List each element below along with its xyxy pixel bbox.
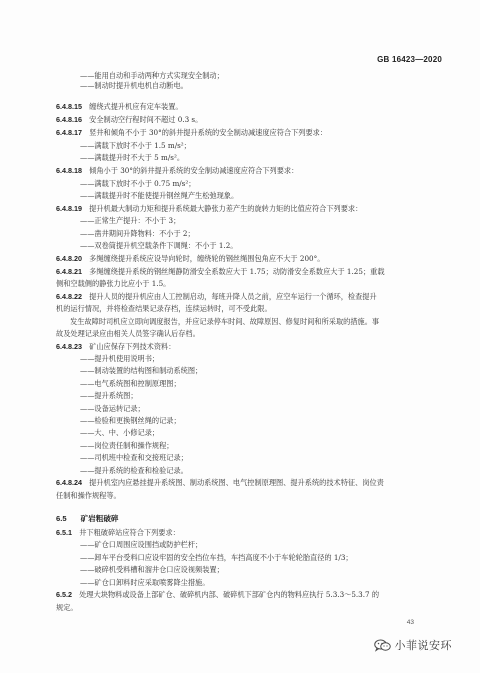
text-line: 侧和空载侧的静张力比应小于 1.5。	[56, 279, 171, 288]
list-item: ——司机班中检查和交接班记录；	[80, 453, 188, 462]
clause-number: 6.4.8.20	[56, 254, 82, 263]
list-item: ——双卷筒提升机空载条件下调绳：不小于 1.2。	[80, 241, 238, 250]
watermark-text: 小菲说安环	[394, 639, 452, 652]
list-item: ——电气系统图和控制原理图；	[80, 379, 181, 388]
clause-number: 6.4.8.22	[56, 292, 82, 301]
list-item: ——凿井期间升降物料：不小于 2；	[80, 229, 195, 238]
clause-line: 6.4.8.19 提升机最大制动力矩和提升系统最大静张力差产生的旋转力矩的比值应符合下列要求：	[56, 204, 363, 213]
text-line: 故及处理记录应由相关人员签字确认后存档。	[56, 329, 200, 338]
clause-line: 6.4.8.20 多绳缠绕提升系统应设导向轮时，缠绕轮的钢丝绳围包角应不大于 200°。	[56, 254, 325, 263]
page-number: 43	[406, 619, 414, 626]
clause-number: 6.4.8.18	[56, 166, 82, 175]
clause-line: 6.4.8.16 安全制动空行程时间不超过 0.3 s。	[56, 115, 203, 124]
clause-line: 6.5.2 处理大块物料或设备上部矿仓、破碎机内部、破碎机下部矿仓内的物料应执行 5.3.3～5.3.7 的	[56, 590, 380, 599]
text-line: 规定。	[56, 603, 78, 612]
clause-number: 6.5.2	[56, 590, 72, 599]
list-item: ——提升系统图；	[80, 391, 138, 400]
list-item: ——设备运转记录；	[80, 404, 145, 413]
text-line: 机的运行情况，并将检查结果记录存档，连续运转时，可不受此限。	[56, 304, 272, 313]
list-item: ——卸车平台受料口应设牢固的安全挡位车挡，车挡高度不小于车轮轮胎直径的 1/3；	[80, 553, 353, 562]
clause-number: 6.4.8.17	[56, 128, 82, 137]
clause-number: 6.4.8.15	[56, 102, 82, 111]
clause-number: 6.4.8.16	[56, 115, 82, 124]
standard-code: GB 16423—2020	[377, 55, 442, 64]
clause-line: 6.4.8.22 提升人员的提升机应由人工控制启动，每班升降人员之前，应空车运行一个循环，检查提升	[56, 292, 377, 301]
list-item: ——岗位责任制和操作规程；	[80, 441, 174, 450]
list-item: ——满载提升时不大于 5 m/s²。	[80, 153, 185, 162]
watermark	[374, 637, 453, 653]
list-item: ——矿仓口卸料时应采取喷雾降尘措施。	[80, 578, 210, 587]
section-number: 6.5	[56, 514, 67, 523]
list-item: ——大、中、小修记录；	[80, 428, 160, 437]
clause-number: 6.4.8.19	[56, 204, 82, 213]
clause-number: 6.5.1	[56, 528, 72, 537]
wechat-chat-bubbles-icon	[374, 639, 391, 652]
list-item: ——满载提升时不能使提升钢丝绳产生松弛现象。	[80, 191, 239, 200]
clause-number: 6.4.8.21	[56, 267, 82, 276]
clause-line: 6.4.8.23 矿山应保存下列技术资料：	[56, 342, 176, 351]
list-item: ——矿仓口周围应设围挡或防护栏杆；	[80, 540, 203, 549]
section-title: 6.5 矿岩粗破碎	[56, 514, 119, 523]
list-item: ——提升系统的检查和检验记录。	[80, 466, 188, 475]
list-item: ——满载下放时不小于 0.75 m/s²；	[80, 179, 196, 188]
clause-line: 6.4.8.21 多绳缠绕提升系统的钢丝绳静防滑安全系数应大于 1.75；动防滑安全系数应大于 1.25；重载	[56, 267, 385, 276]
clause-line: 6.5.1 井下粗破碎站应符合下列要求：	[56, 528, 180, 537]
clause-number: 6.4.8.23	[56, 342, 82, 351]
clause-line: 6.4.8.18 倾角小于 30°的斜井提升系统的安全制动减速度应符合下列要求：	[56, 166, 299, 175]
list-item: ——制动装置的结构图和制动系统图；	[80, 366, 203, 375]
text-line: 发生故障时司机应立即向调度报告，并应记录停车时间、故障原因、修复时间和所采取的措施。事	[70, 317, 380, 326]
list-item: ——能用自动和手动两种方式实现安全制动；	[80, 71, 224, 80]
clause-line: 6.4.8.15 缠绕式提升机应有定车装置。	[56, 102, 183, 111]
list-item: ——满载下放时不小于 1.5 m/s²；	[80, 141, 191, 150]
clause-number: 6.4.8.24	[56, 478, 82, 487]
clause-line: 6.4.8.17 竖井和倾角不小于 30°的斜井提升系统的安全制动减速度应符合下列要求：	[56, 128, 328, 137]
list-item: ——检验和更换钢丝绳的记录；	[80, 416, 181, 425]
list-item: ——制动时提升机电机自动断电。	[80, 81, 188, 90]
list-item: ——破碎机受料槽和溜井仓口应设视频装置；	[80, 565, 224, 574]
list-item: ——提升机使用说明书；	[80, 354, 160, 363]
text-line: 任制和操作规程等。	[56, 491, 121, 500]
clause-line: 6.4.8.24 提升机室内应悬挂提升系统图、制动系统图、电气控制原理图、提升系统的技术特征、岗位责	[56, 478, 384, 487]
list-item: ——正常生产提升：不小于 3；	[80, 216, 181, 225]
